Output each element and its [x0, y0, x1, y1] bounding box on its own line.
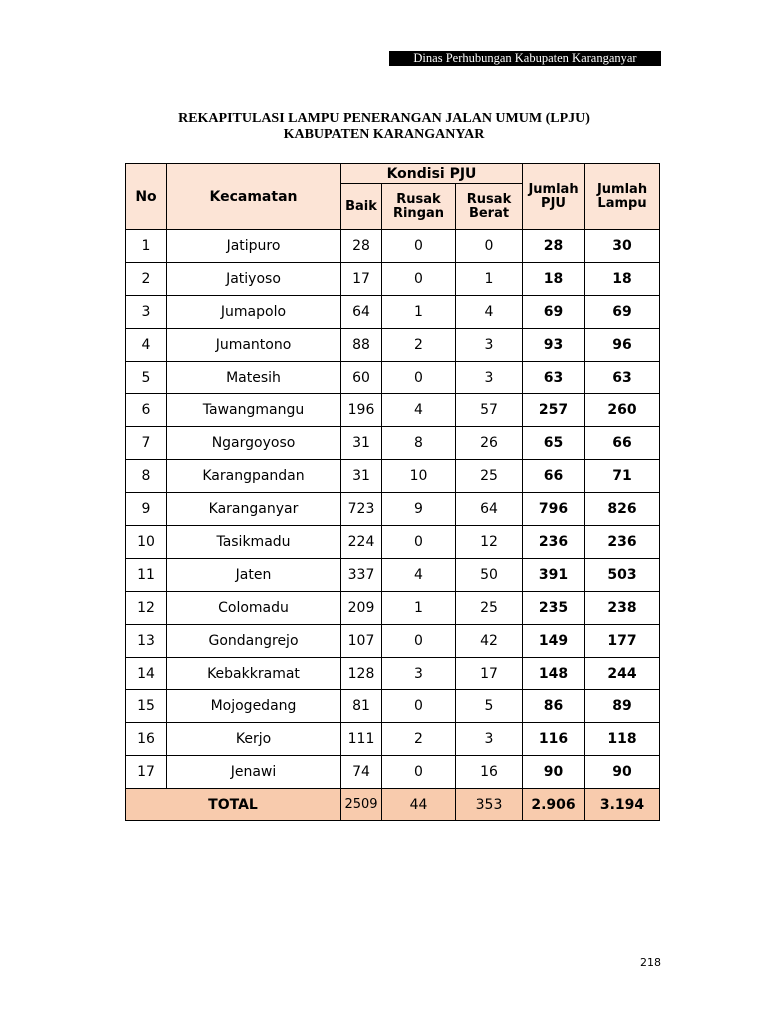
kecamatan-cell: Tawangmangu — [167, 394, 341, 427]
title-line-2: KABUPATEN KARANGANYAR — [283, 127, 485, 142]
rusak-ringan-cell: 0 — [382, 361, 456, 394]
jumlah-lampu-cell: 96 — [585, 328, 660, 361]
row-no: 14 — [126, 657, 167, 690]
baik-cell: 28 — [341, 230, 382, 263]
jumlah-pju-cell: 90 — [523, 756, 585, 789]
row-no: 9 — [126, 493, 167, 526]
header-kondisi-pju: Kondisi PJU — [341, 164, 523, 184]
row-no: 16 — [126, 723, 167, 756]
row-no: 8 — [126, 460, 167, 493]
table-row — [126, 624, 660, 657]
baik-cell: 128 — [341, 657, 382, 690]
kecamatan-cell: Ngargoyoso — [167, 427, 341, 460]
row-no: 15 — [126, 690, 167, 723]
rusak-berat-cell: 5 — [456, 690, 523, 723]
kecamatan-cell: Jumapolo — [167, 295, 341, 328]
table-row — [126, 558, 660, 591]
jumlah-pju-cell: 236 — [523, 526, 585, 559]
jumlah-pju-cell: 257 — [523, 394, 585, 427]
total-row — [126, 789, 660, 821]
row-no: 10 — [126, 526, 167, 559]
rusak-berat-cell: 50 — [456, 558, 523, 591]
jumlah-lampu-cell: 260 — [585, 394, 660, 427]
kecamatan-cell: Tasikmadu — [167, 526, 341, 559]
jumlah-pju-cell: 149 — [523, 624, 585, 657]
rusak-berat-cell: 42 — [456, 624, 523, 657]
jumlah-pju-cell: 796 — [523, 493, 585, 526]
kecamatan-cell: Karanganyar — [167, 493, 341, 526]
baik-cell: 88 — [341, 328, 382, 361]
jumlah-pju-cell: 391 — [523, 558, 585, 591]
header-jumlah-lampu: Jumlah Lampu — [585, 164, 660, 230]
rusak-berat-cell: 17 — [456, 657, 523, 690]
row-no: 12 — [126, 591, 167, 624]
total-baik: 2509 — [341, 789, 382, 821]
jumlah-pju-cell: 93 — [523, 328, 585, 361]
total-jumlah-pju: 2.906 — [523, 789, 585, 821]
rusak-ringan-cell: 0 — [382, 526, 456, 559]
baik-cell: 17 — [341, 262, 382, 295]
header-no: No — [126, 164, 167, 230]
jumlah-pju-cell: 86 — [523, 690, 585, 723]
total-rusak-berat: 353 — [456, 789, 523, 821]
rusak-ringan-cell: 0 — [382, 230, 456, 263]
page-number: 218 — [640, 956, 661, 969]
table-row — [126, 361, 660, 394]
rusak-ringan-cell: 4 — [382, 558, 456, 591]
kecamatan-cell: Jatiyoso — [167, 262, 341, 295]
rusak-ringan-cell: 1 — [382, 295, 456, 328]
jumlah-lampu-cell: 826 — [585, 493, 660, 526]
rusak-ringan-cell: 9 — [382, 493, 456, 526]
baik-cell: 64 — [341, 295, 382, 328]
header-kecamatan: Kecamatan — [167, 164, 341, 230]
jumlah-lampu-cell: 118 — [585, 723, 660, 756]
jumlah-lampu-cell: 90 — [585, 756, 660, 789]
jumlah-lampu-cell: 177 — [585, 624, 660, 657]
row-no: 17 — [126, 756, 167, 789]
baik-cell: 196 — [341, 394, 382, 427]
lpju-table — [125, 163, 660, 821]
header-baik: Baik — [341, 184, 382, 230]
jumlah-pju-cell: 63 — [523, 361, 585, 394]
baik-cell: 337 — [341, 558, 382, 591]
jumlah-lampu-cell: 244 — [585, 657, 660, 690]
jumlah-lampu-cell: 30 — [585, 230, 660, 263]
rusak-ringan-cell: 4 — [382, 394, 456, 427]
kecamatan-cell: Jumantono — [167, 328, 341, 361]
rusak-berat-cell: 3 — [456, 328, 523, 361]
kecamatan-cell: Kebakkramat — [167, 657, 341, 690]
rusak-ringan-cell: 3 — [382, 657, 456, 690]
row-no: 13 — [126, 624, 167, 657]
table-row — [126, 427, 660, 460]
row-no: 11 — [126, 558, 167, 591]
rusak-ringan-cell: 10 — [382, 460, 456, 493]
rusak-berat-cell: 0 — [456, 230, 523, 263]
rusak-ringan-cell: 2 — [382, 328, 456, 361]
baik-cell: 224 — [341, 526, 382, 559]
baik-cell: 107 — [341, 624, 382, 657]
jumlah-lampu-cell: 18 — [585, 262, 660, 295]
jumlah-pju-cell: 116 — [523, 723, 585, 756]
baik-cell: 81 — [341, 690, 382, 723]
rusak-berat-cell: 26 — [456, 427, 523, 460]
baik-cell: 209 — [341, 591, 382, 624]
rusak-ringan-cell: 2 — [382, 723, 456, 756]
kecamatan-cell: Colomadu — [167, 591, 341, 624]
table-row — [126, 394, 660, 427]
rusak-ringan-cell: 8 — [382, 427, 456, 460]
row-no: 2 — [126, 262, 167, 295]
jumlah-lampu-cell: 66 — [585, 427, 660, 460]
jumlah-pju-cell: 28 — [523, 230, 585, 263]
kecamatan-cell: Kerjo — [167, 723, 341, 756]
row-no: 7 — [126, 427, 167, 460]
jumlah-lampu-cell: 238 — [585, 591, 660, 624]
baik-cell: 74 — [341, 756, 382, 789]
table-body — [126, 230, 660, 789]
table-row — [126, 591, 660, 624]
table-row — [126, 230, 660, 263]
rusak-berat-cell: 25 — [456, 591, 523, 624]
jumlah-lampu-cell: 89 — [585, 690, 660, 723]
baik-cell: 111 — [341, 723, 382, 756]
baik-cell: 31 — [341, 460, 382, 493]
kecamatan-cell: Matesih — [167, 361, 341, 394]
row-no: 5 — [126, 361, 167, 394]
jumlah-lampu-cell: 236 — [585, 526, 660, 559]
total-jumlah-lampu: 3.194 — [585, 789, 660, 821]
rusak-ringan-cell: 0 — [382, 756, 456, 789]
jumlah-pju-cell: 235 — [523, 591, 585, 624]
baik-cell: 31 — [341, 427, 382, 460]
table-row — [126, 262, 660, 295]
rusak-berat-cell: 1 — [456, 262, 523, 295]
table-row — [126, 493, 660, 526]
total-label: TOTAL — [126, 789, 341, 821]
header-rusak-berat: Rusak Berat — [456, 184, 523, 230]
jumlah-pju-cell: 66 — [523, 460, 585, 493]
table-row — [126, 328, 660, 361]
table-row — [126, 657, 660, 690]
total-rusak-ringan: 44 — [382, 789, 456, 821]
baik-cell: 60 — [341, 361, 382, 394]
rusak-berat-cell: 3 — [456, 361, 523, 394]
header-rusak-ringan: Rusak Ringan — [382, 184, 456, 230]
kecamatan-cell: Jatipuro — [167, 230, 341, 263]
document-header: Dinas Perhubungan Kabupaten Karanganyar — [389, 51, 661, 66]
jumlah-pju-cell: 148 — [523, 657, 585, 690]
row-no: 6 — [126, 394, 167, 427]
rusak-berat-cell: 64 — [456, 493, 523, 526]
jumlah-pju-cell: 18 — [523, 262, 585, 295]
jumlah-lampu-cell: 503 — [585, 558, 660, 591]
rusak-berat-cell: 16 — [456, 756, 523, 789]
jumlah-lampu-cell: 71 — [585, 460, 660, 493]
table-row — [126, 295, 660, 328]
kecamatan-cell: Mojogedang — [167, 690, 341, 723]
header-jumlah-pju: Jumlah PJU — [523, 164, 585, 230]
rusak-berat-cell: 25 — [456, 460, 523, 493]
table-row — [126, 756, 660, 789]
row-no: 4 — [126, 328, 167, 361]
jumlah-lampu-cell: 63 — [585, 361, 660, 394]
table-row — [126, 723, 660, 756]
rusak-berat-cell: 57 — [456, 394, 523, 427]
rusak-ringan-cell: 0 — [382, 262, 456, 295]
rusak-ringan-cell: 0 — [382, 624, 456, 657]
baik-cell: 723 — [341, 493, 382, 526]
rusak-berat-cell: 12 — [456, 526, 523, 559]
kecamatan-cell: Jenawi — [167, 756, 341, 789]
jumlah-pju-cell: 69 — [523, 295, 585, 328]
rusak-ringan-cell: 0 — [382, 690, 456, 723]
table-row — [126, 526, 660, 559]
rusak-berat-cell: 3 — [456, 723, 523, 756]
kecamatan-cell: Gondangrejo — [167, 624, 341, 657]
kecamatan-cell: Karangpandan — [167, 460, 341, 493]
title-line-1: REKAPITULASI LAMPU PENERANGAN JALAN UMUM (LPJU) — [178, 111, 590, 126]
row-no: 3 — [126, 295, 167, 328]
table-row — [126, 690, 660, 723]
document-title — [0, 111, 768, 143]
jumlah-lampu-cell: 69 — [585, 295, 660, 328]
jumlah-pju-cell: 65 — [523, 427, 585, 460]
rusak-berat-cell: 4 — [456, 295, 523, 328]
rusak-ringan-cell: 1 — [382, 591, 456, 624]
row-no: 1 — [126, 230, 167, 263]
table-row — [126, 460, 660, 493]
kecamatan-cell: Jaten — [167, 558, 341, 591]
